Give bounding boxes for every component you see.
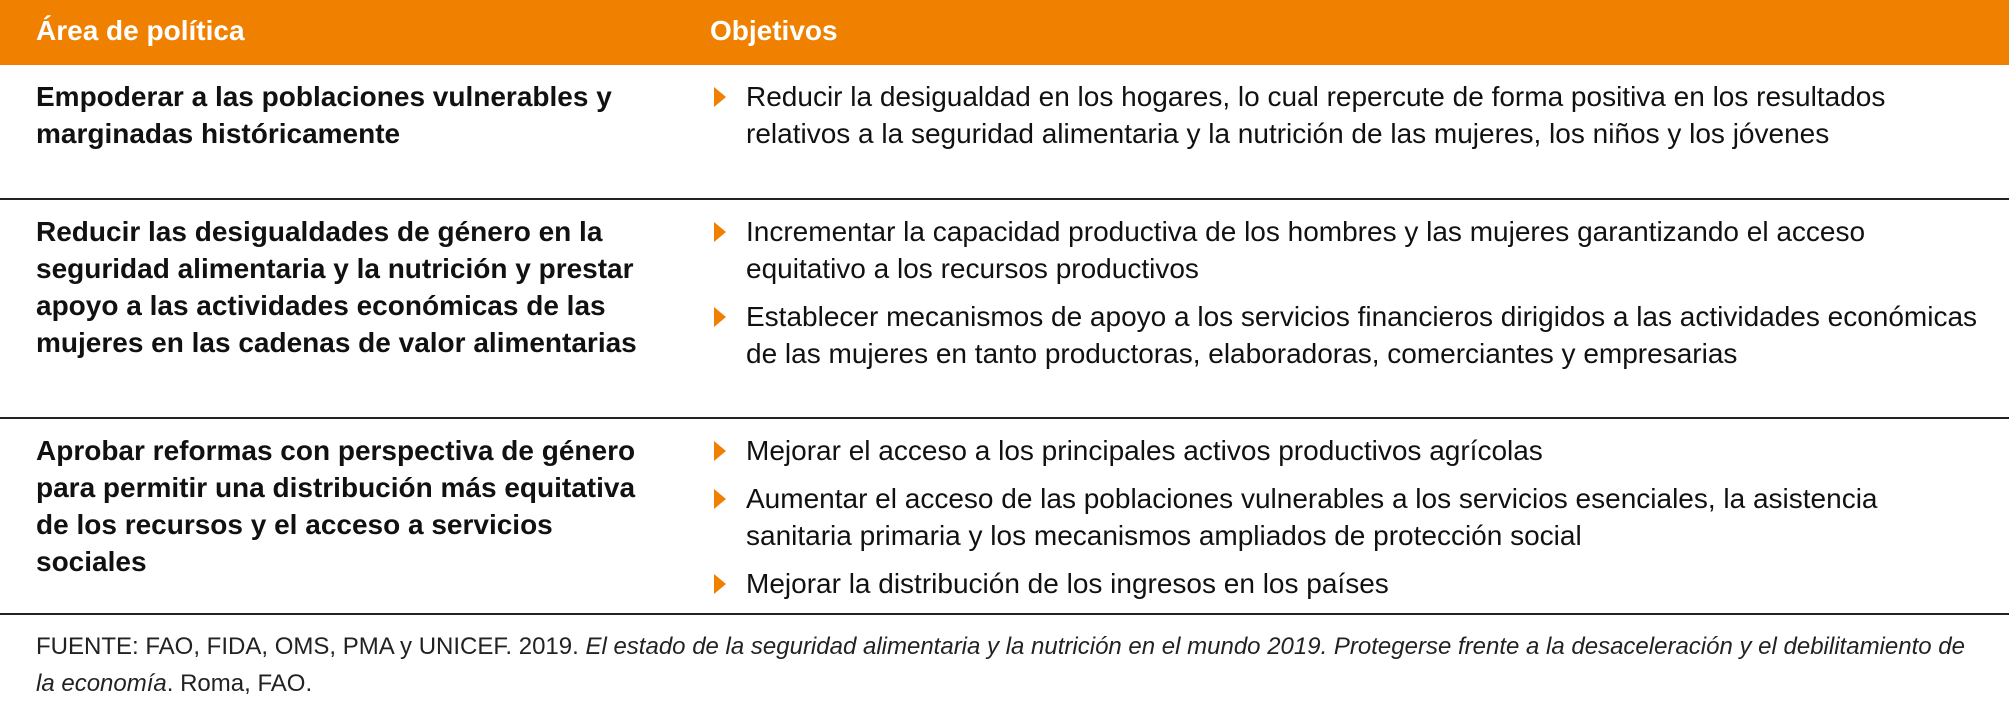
objective-text: Establecer mecanismos de apoyo a los servicios financieros dirigidos a las actividades económicas de las mujeres en tanto productoras, elaboradoras, comerciantes y empresarias — [746, 301, 1978, 369]
policy-area: Reducir las desigualdades de género en la seguridad alimentaria y la nutrición y prestar apoyo a las actividades económicas de las mujeres en las cadenas de valor alimentarias — [36, 216, 637, 358]
source-prefix: FUENTE: FAO, FIDA, OMS, PMA y UNICEF. 2019. — [36, 633, 586, 660]
policy-area: Aprobar reformas con perspectiva de género para permitir una distribución más equitativa de los recursos y el acceso a servicios sociales — [36, 435, 636, 577]
column-header-objectives: Objetivos — [710, 15, 838, 46]
objective-item — [710, 565, 1980, 602]
row-divider — [0, 417, 2009, 419]
objective-item — [710, 213, 1980, 287]
objective-item — [710, 480, 1980, 554]
table-row — [0, 213, 2009, 413]
objective-text: Aumentar el acceso de las poblaciones vulnerables a los servicios esenciales, la asistencia sanitaria primaria y los mecanismos ampliados de protección social — [746, 483, 1878, 551]
bullet-arrow-icon — [714, 222, 726, 242]
objective-text: Incrementar la capacidad productiva de los hombres y las mujeres garantizando el acceso equitativo a los recursos productivos — [746, 216, 1866, 284]
source-note — [36, 628, 1976, 702]
bullet-arrow-icon — [714, 307, 726, 327]
bullet-arrow-icon — [714, 441, 726, 461]
objective-item — [710, 298, 1980, 372]
table-row — [0, 78, 2009, 198]
objectives-list — [710, 78, 1980, 163]
row-divider — [0, 198, 2009, 200]
column-header-area: Área de política — [36, 15, 245, 46]
bullet-arrow-icon — [714, 574, 726, 594]
objectives-list — [710, 213, 1980, 383]
objective-text: Mejorar la distribución de los ingresos en los países — [746, 568, 1389, 599]
bullet-arrow-icon — [714, 87, 726, 107]
table-row — [0, 432, 2009, 612]
bullet-arrow-icon — [714, 489, 726, 509]
table-bottom-rule — [0, 613, 2009, 615]
objective-text: Mejorar el acceso a los principales activos productivos agrícolas — [746, 435, 1543, 466]
objective-item — [710, 78, 1980, 152]
source-title: El estado de la seguridad alimentaria y la nutrición en el mundo 2019. Protegerse frente a la desaceleración y el debilitamiento de la economía — [36, 633, 1965, 697]
source-suffix: . Roma, FAO. — [166, 670, 313, 697]
objective-text: Reducir la desigualdad en los hogares, lo cual repercute de forma positiva en los resultados relativos a la seguridad alimentaria y la nutrición de las mujeres, los niños y los jóvenes — [746, 81, 1886, 149]
objective-item — [710, 432, 1980, 469]
policy-area: Empoderar a las poblaciones vulnerables y marginadas históricamente — [36, 81, 612, 149]
table-header — [0, 0, 2009, 65]
objectives-list — [710, 432, 1980, 613]
